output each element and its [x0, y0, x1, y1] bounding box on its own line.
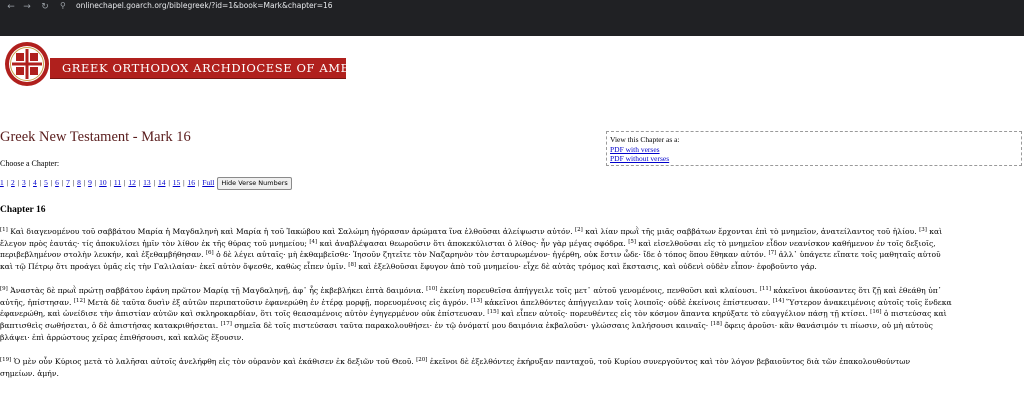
- chapter-link[interactable]: 10: [99, 178, 107, 188]
- seal-icon: [4, 41, 50, 87]
- verse-text: καὶ ἀναβλέψασαι θεωροῦσιν ὅτι ἀποκεκύλισται ὁ λίθος· ἦν γὰρ μέγας σφόδρα.: [319, 238, 626, 248]
- chapter-link[interactable]: 8: [77, 178, 81, 188]
- chapter-link[interactable]: 5: [44, 178, 48, 188]
- verse-text: περιβεβλημένον στολὴν λευκήν, καὶ ἐξεθαμβήθησαν.: [0, 250, 204, 260]
- site-info-icon[interactable]: ⚲: [60, 1, 66, 10]
- chapter-separator: |: [26, 178, 33, 188]
- chapter-link[interactable]: 12: [128, 178, 136, 188]
- scripture-line: [0, 261, 1024, 273]
- verse-text: βαπτισθεὶς σωθήσεται, ὁ δὲ ἀπιστήσας κατακριθήσεται.: [0, 321, 219, 331]
- forward-icon[interactable]: →: [23, 2, 31, 12]
- chapter-separator: |: [107, 178, 113, 188]
- verse-number: [5]: [628, 238, 636, 245]
- verse-text: Καὶ διαγενομένου τοῦ σαββάτου Μαρία ἡ Μαγδαληνὴ καὶ Μαρία ἡ τοῦ Ἰακώβου καὶ Σαλώμη ἠγόρασαν ἀρώματα ἵνα ἐλθοῦσαι ἀλείψωσιν αὐτόν.: [10, 227, 573, 236]
- verse-number: [11]: [759, 286, 772, 292]
- view-chapter-label: View this Chapter as a:: [610, 135, 680, 144]
- verse-text: σημείων. ἀμήν.: [0, 368, 59, 378]
- verse-text: Ὁ μὲν οὖν Κύριος μετὰ τὸ λαλῆσαι αὐτοῖς ἀνελήφθη εἰς τὸν οὐρανὸν καὶ ἐκάθισεν ἐκ δεξιῶν τοῦ Θεοῦ.: [13, 357, 414, 366]
- chapter-link[interactable]: 11: [113, 178, 122, 188]
- verse-number: [2]: [575, 227, 583, 233]
- chapter-link[interactable]: Full: [202, 178, 215, 188]
- scripture-paragraph: [0, 285, 1024, 344]
- scripture-line: [0, 308, 1024, 320]
- archdiocese-logo[interactable]: [4, 41, 383, 87]
- verse-number: [18]: [710, 321, 722, 328]
- chapter-link[interactable]: 14: [157, 178, 166, 188]
- verse-text: ὁ δὲ λέγει αὐταῖς· μὴ ἐκθαμβεῖσθε· Ἰησοῦν ζητεῖτε τὸν Ναζαρηνὸν τὸν ἐσταυρωμένον· ἠγέρθη, οὐκ ἔστιν ὧδε· ἴδε ὁ τόπος ὅπου ἔθηκαν αὐτόν.: [216, 250, 767, 260]
- archdiocese-banner: [50, 58, 383, 79]
- chapter-nav: [0, 177, 292, 190]
- verse-text: ὄφεις ἀροῦσι· κἂν θανάσιμόν τι πίωσιν, οὐ μὴ αὐτοὺς: [724, 321, 933, 331]
- chapter-link[interactable]: 16: [187, 178, 195, 188]
- verse-number: [8]: [348, 262, 357, 269]
- chapter-separator: |: [151, 178, 157, 188]
- verse-number: [7]: [768, 250, 777, 257]
- verse-number: [19]: [0, 357, 12, 363]
- verse-text: καὶ εἶπεν αὐτοῖς· πορευθέντες εἰς τὸν κόσμον ἅπαντα κηρύξατε τὸ εὐαγγέλιον πάσῃ τῇ κτίσει.: [501, 309, 868, 319]
- chapter-link[interactable]: 7: [66, 178, 70, 188]
- hide-verse-numbers-button[interactable]: Hide Verse Numbers: [217, 177, 291, 190]
- verse-text: Μετὰ δὲ ταῦτα δυσὶν ἐξ αὐτῶν περιπατοῦσιν ἐφανερώθη ἐν ἑτέρᾳ μορφῇ, πορευομένοις εἰς ἀγρόν.: [87, 297, 469, 307]
- scripture-line: [0, 238, 1024, 250]
- scripture-paragraph: [0, 356, 1024, 379]
- scripture-line: [0, 332, 1024, 344]
- chapter-link[interactable]: 15: [172, 178, 181, 188]
- verse-text: βλάψει· ἐπὶ ἀρρώστους χεῖρας ἐπιθήσουσι, καὶ καλῶς ἕξουσιν.: [0, 332, 244, 342]
- verse-text: Ὕστερον ἀνακειμένοις αὐτοῖς τοῖς ἕνδεκα: [786, 297, 952, 307]
- chapter-separator: |: [136, 178, 143, 188]
- banner-text: GREEK ORTHODOX ARCHDIOCESE OF AMERICA: [62, 61, 383, 75]
- verse-number: [1]: [0, 227, 8, 233]
- verse-text: ἐκείνη πορευθεῖσα ἀπήγγειλε τοῖς μετ᾽ αὐτοῦ γενομένοις, πενθοῦσι καὶ κλαίουσι.: [439, 286, 758, 295]
- chapter-link[interactable]: 2: [11, 178, 15, 188]
- verse-text: καὶ: [929, 227, 943, 236]
- verse-text: καὶ τῷ Πέτρῳ ὅτι προάγει ὑμᾶς εἰς τὴν Γαλιλαίαν· ἐκεῖ αὐτὸν ὄψεσθε, καθὼς εἶπεν ὑμῖν.: [0, 262, 346, 272]
- scripture-line: [0, 356, 1024, 368]
- chapter-separator: |: [15, 178, 22, 188]
- verse-text: ἔλεγον πρὸς ἑαυτάς· τίς ἀποκυλίσει ἡμῖν τὸν λίθον ἐκ τῆς θύρας τοῦ μνημείου;: [0, 238, 307, 248]
- scripture-line: [0, 368, 1024, 380]
- reload-icon[interactable]: ↻: [41, 2, 49, 12]
- verse-text: κἀκεῖνοι ἀκούσαντες ὅτι ζῇ καὶ ἐθεάθη ὑπ᾽: [773, 286, 942, 295]
- chapter-separator: |: [166, 178, 172, 188]
- verse-number: [12]: [73, 297, 86, 304]
- verse-number: [14]: [772, 297, 784, 304]
- scripture-line: [0, 226, 1024, 238]
- verse-text: ὁ πιστεύσας καὶ: [883, 309, 947, 319]
- verse-text: ἐκεῖνοι δὲ ἐξελθόντες ἐκήρυξαν πανταχοῦ, τοῦ Κυρίου συνεργοῦντος καὶ τὸν λόγον βεβαιοῦντος διὰ τῶν ἐπακολουθούντων: [429, 357, 911, 366]
- chapter-heading: Chapter 16: [0, 205, 46, 215]
- address-bar[interactable]: onlinechapel.goarch.org/biblegreek/?id=1&book=Mark&chapter=16: [76, 1, 333, 10]
- browser-toolbar: [0, 0, 1024, 36]
- scripture-line: [0, 285, 1024, 297]
- chapter-link[interactable]: 6: [55, 178, 59, 188]
- chapter-separator: |: [181, 178, 187, 188]
- choose-chapter-label: Choose a Chapter:: [0, 159, 60, 168]
- verse-text: κἀκεῖνοι ἀπελθόντες ἀπήγγειλαν τοῖς λοιποῖς· οὐδὲ ἐκείνοις ἐπίστευσαν.: [484, 297, 771, 307]
- chapter-separator: |: [195, 178, 202, 188]
- scripture-line: [0, 297, 1024, 309]
- view-chapter-box: [606, 131, 1022, 166]
- verse-number: [4]: [309, 238, 318, 245]
- verse-text: καὶ εἰσελθοῦσαι εἰς τὸ μνημεῖον εἶδον νεανίσκον καθήμενον ἐν τοῖς δεξιοῖς,: [638, 238, 936, 248]
- verse-number: [3]: [919, 227, 927, 233]
- verse-number: [13]: [470, 297, 483, 304]
- verse-number: [10]: [426, 286, 438, 292]
- pdf-with-verses-link[interactable]: PDF with verses: [610, 144, 660, 154]
- verse-text: καὶ λίαν πρωῒ τῆς μιᾶς σαββάτων ἔρχονται ἐπὶ τὸ μνημεῖον, ἀνατείλαντος τοῦ ἡλίου.: [585, 227, 917, 236]
- verse-text: ἐφανερώθη, καὶ ὠνείδισε τὴν ἀπιστίαν αὐτῶν καὶ σκληροκαρδίαν, ὅτι τοῖς θεασαμένοις αὐτὸν ἐγηγερμένον οὐκ ἐπίστευσαν.: [0, 309, 485, 319]
- chapter-separator: |: [81, 178, 88, 188]
- chapter-link[interactable]: 13: [143, 178, 151, 188]
- verse-number: [16]: [870, 309, 882, 316]
- scripture-paragraph: [0, 226, 1024, 273]
- chapter-link[interactable]: 3: [22, 178, 26, 188]
- verse-number: [15]: [487, 309, 499, 316]
- chapter-separator: |: [59, 178, 66, 188]
- verse-text: αὐτῆς, ἠπίστησαν.: [0, 297, 72, 307]
- chapter-link[interactable]: 9: [88, 178, 92, 188]
- verse-text: σημεῖα δὲ τοῖς πιστεύσασι ταῦτα παρακολουθήσει· ἐν τῷ ὀνόματί μου δαιμόνια ἐκβαλοῦσι· γλώσσαις λαλήσουσι καιναῖς·: [234, 321, 709, 331]
- back-icon[interactable]: ←: [7, 2, 15, 12]
- verse-number: [17]: [220, 321, 232, 328]
- verse-number: [20]: [416, 357, 428, 363]
- page-title: Greek New Testament - Mark 16: [0, 129, 191, 145]
- chapter-separator: |: [37, 178, 44, 188]
- chapter-separator: |: [48, 178, 55, 188]
- chapter-separator: |: [4, 178, 11, 188]
- scripture-line: [0, 249, 1024, 261]
- scripture-line: [0, 320, 1024, 332]
- chapter-separator: |: [122, 178, 128, 188]
- chapter-link[interactable]: 1: [0, 178, 4, 188]
- verse-number: [6]: [205, 250, 214, 257]
- chapter-link[interactable]: 4: [33, 178, 37, 188]
- verse-number: [9]: [0, 286, 8, 292]
- verse-text: καὶ ἐξελθοῦσαι ἔφυγον ἀπὸ τοῦ μνημείου· εἶχε δὲ αὐτὰς τρόμος καὶ ἔκστασις, καὶ οὐδενὶ οὐδὲν εἶπον· ἐφοβοῦντο γάρ.: [358, 262, 817, 272]
- chapter-separator: |: [70, 178, 77, 188]
- verse-text: Ἀναστὰς δὲ πρωῒ πρώτῃ σαββάτου ἐφάνη πρῶτον Μαρίᾳ τῇ Μαγδαληνῇ, ἀφ᾽ ἧς ἐκβεβλήκει ἑπτὰ δαιμόνια.: [10, 286, 424, 295]
- verse-text: ἀλλ᾽ ὑπάγετε εἴπατε τοῖς μαθηταῖς αὐτοῦ: [778, 250, 941, 260]
- chapter-separator: |: [92, 178, 99, 188]
- pdf-without-verses-link[interactable]: PDF without verses: [610, 154, 670, 163]
